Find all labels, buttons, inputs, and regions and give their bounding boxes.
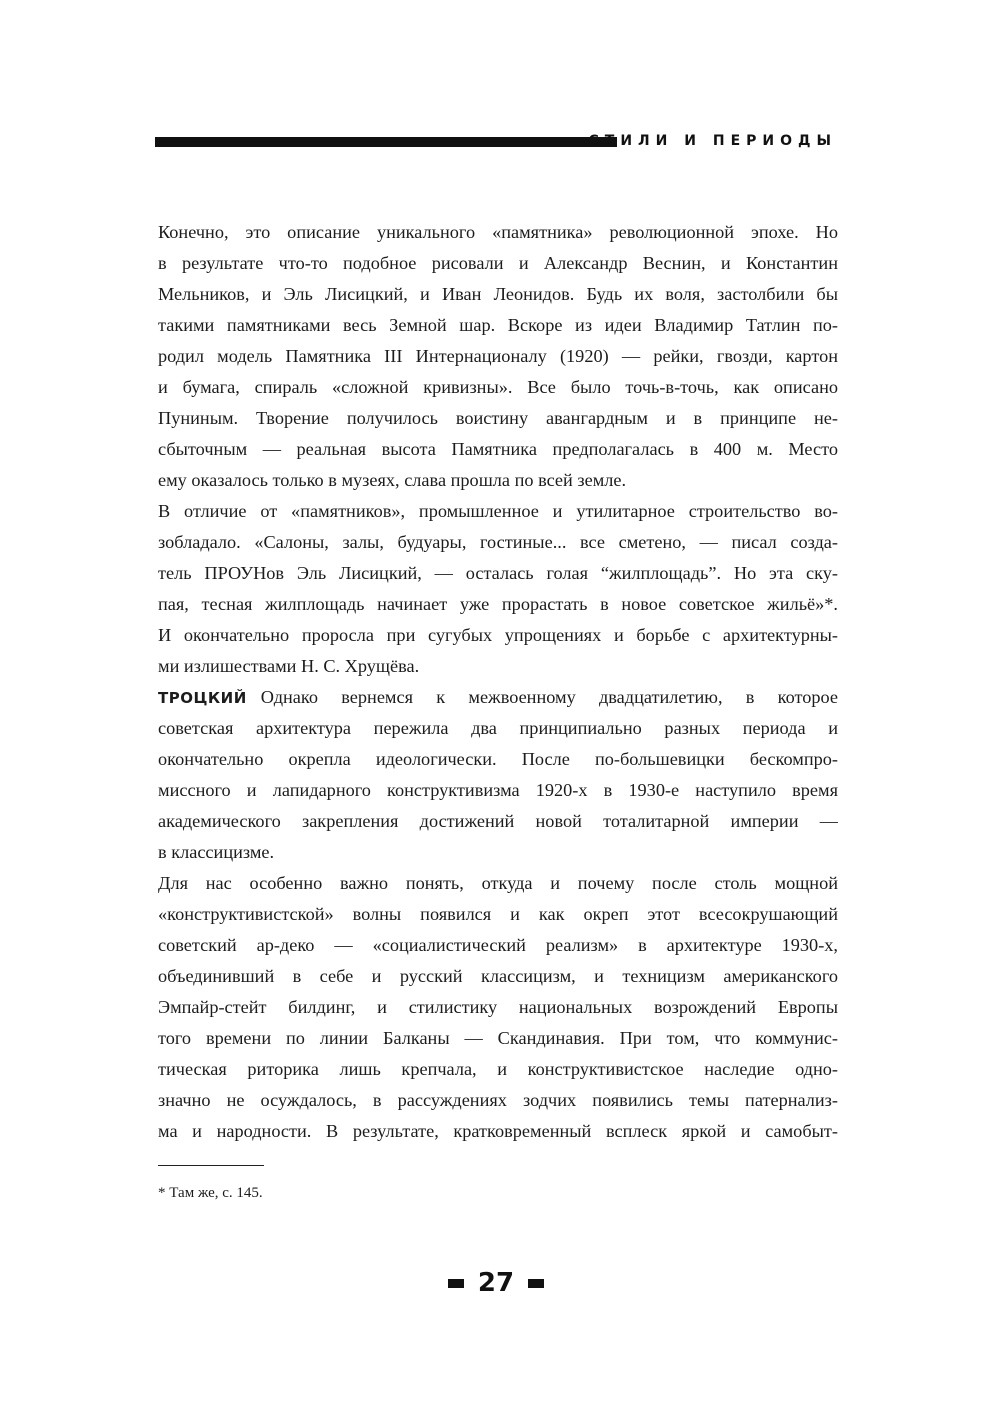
text-line: пая, тесная жилплощадь начинает уже прорастать в новое советское жильё»*. [158,594,838,614]
page-footer [0,1266,992,1300]
text-line [158,682,838,713]
text-line: зобладало. «Салоны, залы, будуары, гостиные... все сметено, — писал созда- [158,532,838,552]
text-line: ми излишествами Н. С. Хрущёва. [158,656,420,676]
text-line: объединивший в себе и русский классицизм, и техницизм американского [158,966,838,986]
paragraph [158,217,838,496]
text-line: Мельников, и Эль Лисицкий, и Иван Леонидов. Будь их воля, застолбили бы [158,284,838,304]
square-ornament-right-icon [528,1279,544,1288]
text-line: и бумага, спираль «сложной кривизны». Все было точь-в-точь, как описано [158,377,838,397]
text-line: Пуниным. Творение получилось воистину авангардным и в принципе не- [158,408,838,428]
running-header [155,130,837,152]
page-number: 27 [477,1268,515,1298]
footnote: * Там же, с. 145. [158,1185,263,1201]
text-line: в результате что-то подобное рисовали и Александр Веснин, и Константин [158,253,838,273]
header-rule [155,137,617,147]
text-line: И окончательно проросла при сугубых упрощениях и борьбе с архитектурны- [158,625,838,645]
text-line: Для нас особенно важно понять, откуда и почему после столь мощной [158,873,838,893]
runin-heading: ТРОЦКИЙ [158,689,247,707]
footnote-rule [158,1165,264,1166]
text-line-rest: Однако вернемся к межвоенному двадцатилетию, в которое [260,687,838,707]
text-line: Конечно, это описание уникального «памятника» революционной эпохе. Но [158,222,838,242]
paragraph [158,868,838,1147]
text-line: тель ПРОУНов Эль Лисицкий, — осталась голая “жилплощадь”. Но эта ску- [158,563,838,583]
text-line: тическая риторика лишь крепчала, и конструктивистское наследие одно- [158,1059,838,1079]
text-line: советская архитектура пережила два принципиально разных периода и [158,718,838,738]
square-ornament-left-icon [448,1279,464,1288]
text-line: окончательно окрепла идеологически. После по-большевицки бескомпро- [158,749,838,769]
text-line: ма и народности. В результате, кратковременный всплеск яркой и самобыт- [158,1121,838,1141]
text-line: ему оказалось только в музеях, слава прошла по всей земле. [158,470,627,490]
text-line: Эмпайр-стейт билдинг, и стилистику национальных возрождений Европы [158,997,838,1017]
text-line: такими памятниками весь Земной шар. Вскоре из идеи Владимир Татлин по- [158,315,838,335]
text-line: В отличие от «памятников», промышленное и утилитарное строительство во- [158,501,838,521]
paragraph [158,496,838,682]
text-line: сбыточным — реальная высота Памятника предполагалась в 400 м. Место [158,439,838,459]
text-line: родил модель Памятника III Интернационалу (1920) — рейки, гвозди, картон [158,346,838,366]
paragraph [158,682,838,868]
text-line: того времени по линии Балканы — Скандинавия. При том, что коммунис- [158,1028,838,1048]
body-text [158,217,838,1147]
text-line: миссного и лапидарного конструктивизма 1920-х в 1930-е наступило время [158,780,838,800]
text-line: советский ар-деко — «социалистический реализм» в архитектуре 1930-х, [158,935,838,955]
running-header-title: СТИЛИ И ПЕРИОДЫ [588,133,837,149]
text-line: «конструктивистской» волны появился и как окреп этот всесокрушающий [158,904,838,924]
text-line: академического закрепления достижений новой тоталитарной империи — [158,811,838,831]
text-line: в классицизме. [158,842,275,862]
text-line: значно не осуждалось, в рассуждениях зодчих появились темы патернализ- [158,1090,838,1110]
